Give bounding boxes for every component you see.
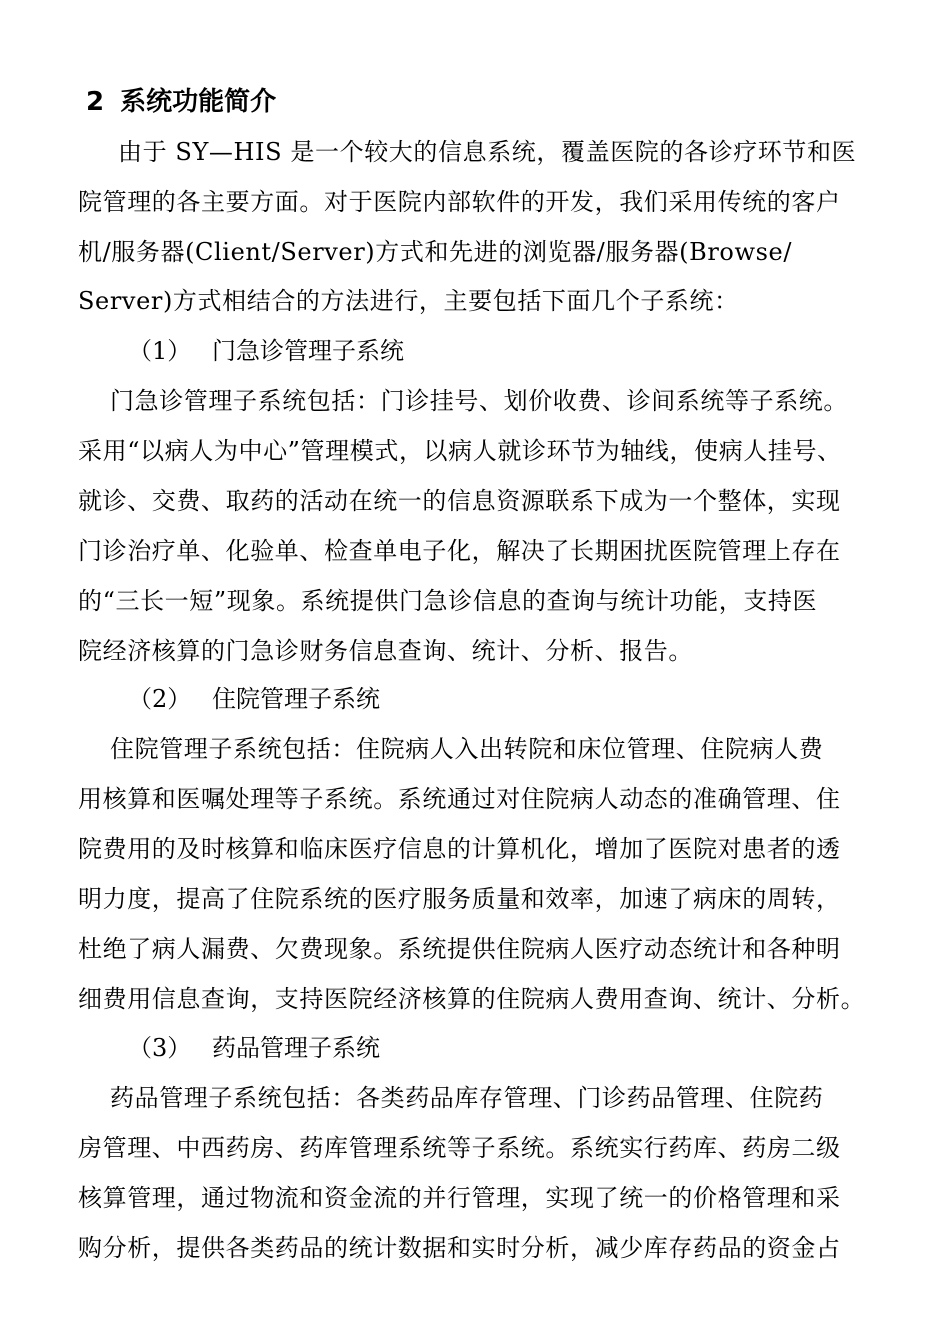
subsystem-label: （3）	[128, 1034, 192, 1062]
subsystem-heading	[128, 1031, 380, 1065]
intro-line: Server)方式相结合的方法进行，主要包括下面几个子系统：	[78, 287, 739, 315]
paragraph-line: 院费用的及时核算和临床医疗信息的计算机化，增加了医院对患者的透	[78, 835, 841, 863]
intro-line: 由于 SY—HIS 是一个较大的信息系统，覆盖医院的各诊疗环节和医	[118, 138, 857, 166]
paragraph-line: 住院管理子系统包括：住院病人入出转院和床位管理、住院病人费	[110, 735, 824, 763]
paragraph-line: 杜绝了病人漏费、欠费现象。系统提供住院病人医疗动态统计和各种明	[78, 935, 841, 963]
section-heading	[86, 84, 276, 120]
section-number: 2	[86, 87, 105, 117]
subsystem-title: 住院管理子系统	[212, 685, 380, 713]
paragraph-line: 院经济核算的门急诊财务信息查询、统计、分析、报告。	[78, 637, 693, 665]
intro-line: 院管理的各主要方面。对于医院内部软件的开发，我们采用传统的客户	[78, 188, 841, 216]
section-title: 系统功能简介	[120, 87, 277, 117]
paragraph-line: 的“三长一短”现象。系统提供门急诊信息的查询与统计功能，支持医	[78, 587, 818, 615]
paragraph-line: 门急诊管理子系统包括：门诊挂号、划价收费、诊间系统等子系统。	[110, 387, 848, 415]
paragraph-line: 就诊、交费、取药的活动在统一的信息资源联系下成为一个整体，实现	[78, 487, 841, 515]
paragraph-line: 核算管理，通过物流和资金流的并行管理，实现了统一的价格管理和采	[78, 1184, 841, 1212]
subsystem-heading	[128, 682, 380, 716]
subsystem-label: （1）	[128, 337, 192, 365]
subsystem-title: 门急诊管理子系统	[212, 337, 404, 365]
intro-line: 机/服务器(Client/Server)方式和先进的浏览器/服务器(Browse/	[78, 238, 793, 266]
paragraph-line: 用核算和医嘱处理等子系统。系统通过对住院病人动态的准确管理、住	[78, 785, 841, 813]
subsystem-label: （2）	[128, 685, 192, 713]
paragraph-line: 房管理、中西药房、药库管理系统等子系统。系统实行药库、药房二级	[78, 1134, 841, 1162]
subsystem-heading	[128, 334, 404, 368]
paragraph-line: 明力度，提高了住院系统的医疗服务质量和效率，加速了病床的周转，	[78, 885, 841, 913]
paragraph-line: 药品管理子系统包括：各类药品库存管理、门诊药品管理、住院药	[110, 1084, 824, 1112]
paragraph-line: 采用“以病人为中心”管理模式，以病人就诊环节为轴线，使病人挂号、	[78, 437, 842, 465]
subsystem-title: 药品管理子系统	[212, 1034, 380, 1062]
paragraph-line: 细费用信息查询，支持医院经济核算的住院病人费用查询、统计、分析。	[78, 985, 866, 1013]
paragraph-line: 门诊治疗单、化验单、检查单电子化，解决了长期困扰医院管理上存在	[78, 537, 841, 565]
paragraph-line: 购分析，提供各类药品的统计数据和实时分析，减少库存药品的资金占	[78, 1234, 841, 1262]
